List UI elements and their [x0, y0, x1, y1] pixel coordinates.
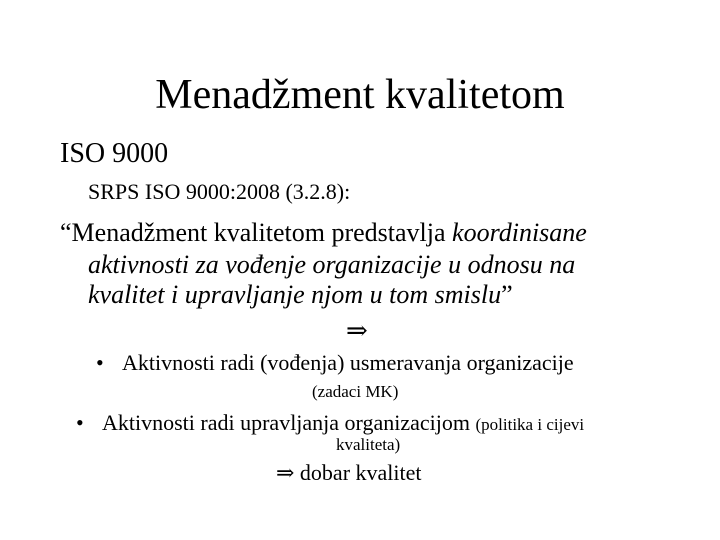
- quote-emphasis: kvalitet i upravljanje njom u tom smislu: [88, 280, 502, 309]
- quote-text: “Menadžment kvalitetom predstavlja: [60, 218, 453, 247]
- bullet-icon: •: [96, 350, 104, 375]
- reference-label: SRPS ISO 9000:2008 (3.2.8):: [88, 179, 351, 204]
- standard-label: ISO 9000: [60, 138, 169, 169]
- bullet-icon: •: [76, 410, 84, 435]
- quote-text: ”: [501, 280, 513, 309]
- bullet-text: Aktivnosti radi upravljanja organizacijom: [102, 410, 470, 435]
- bullet-item-2: [76, 412, 584, 434]
- slide-title: Menadžment kvalitetom: [155, 72, 565, 118]
- conclusion: ⇒ dobar kvalitet: [276, 460, 422, 485]
- quote-emphasis: aktivnosti za vođenje organizacije u odnosu na: [88, 250, 576, 279]
- quote-line-2: [88, 252, 575, 278]
- bullet-note-2: (politika i cijevi: [475, 415, 585, 434]
- bullet-note-1: (zadaci MK): [312, 382, 399, 401]
- bullet-note-2-continued: kvaliteta): [336, 435, 401, 454]
- bullet-item-1: [96, 352, 574, 374]
- quote-line-3: [88, 282, 513, 308]
- quote-line-1: [60, 220, 587, 246]
- quote-emphasis: koordinisane: [452, 218, 587, 247]
- bullet-text: Aktivnosti radi (vođenja) usmeravanja organizacije: [122, 350, 574, 375]
- implies-arrow-icon: ⇒: [346, 316, 368, 345]
